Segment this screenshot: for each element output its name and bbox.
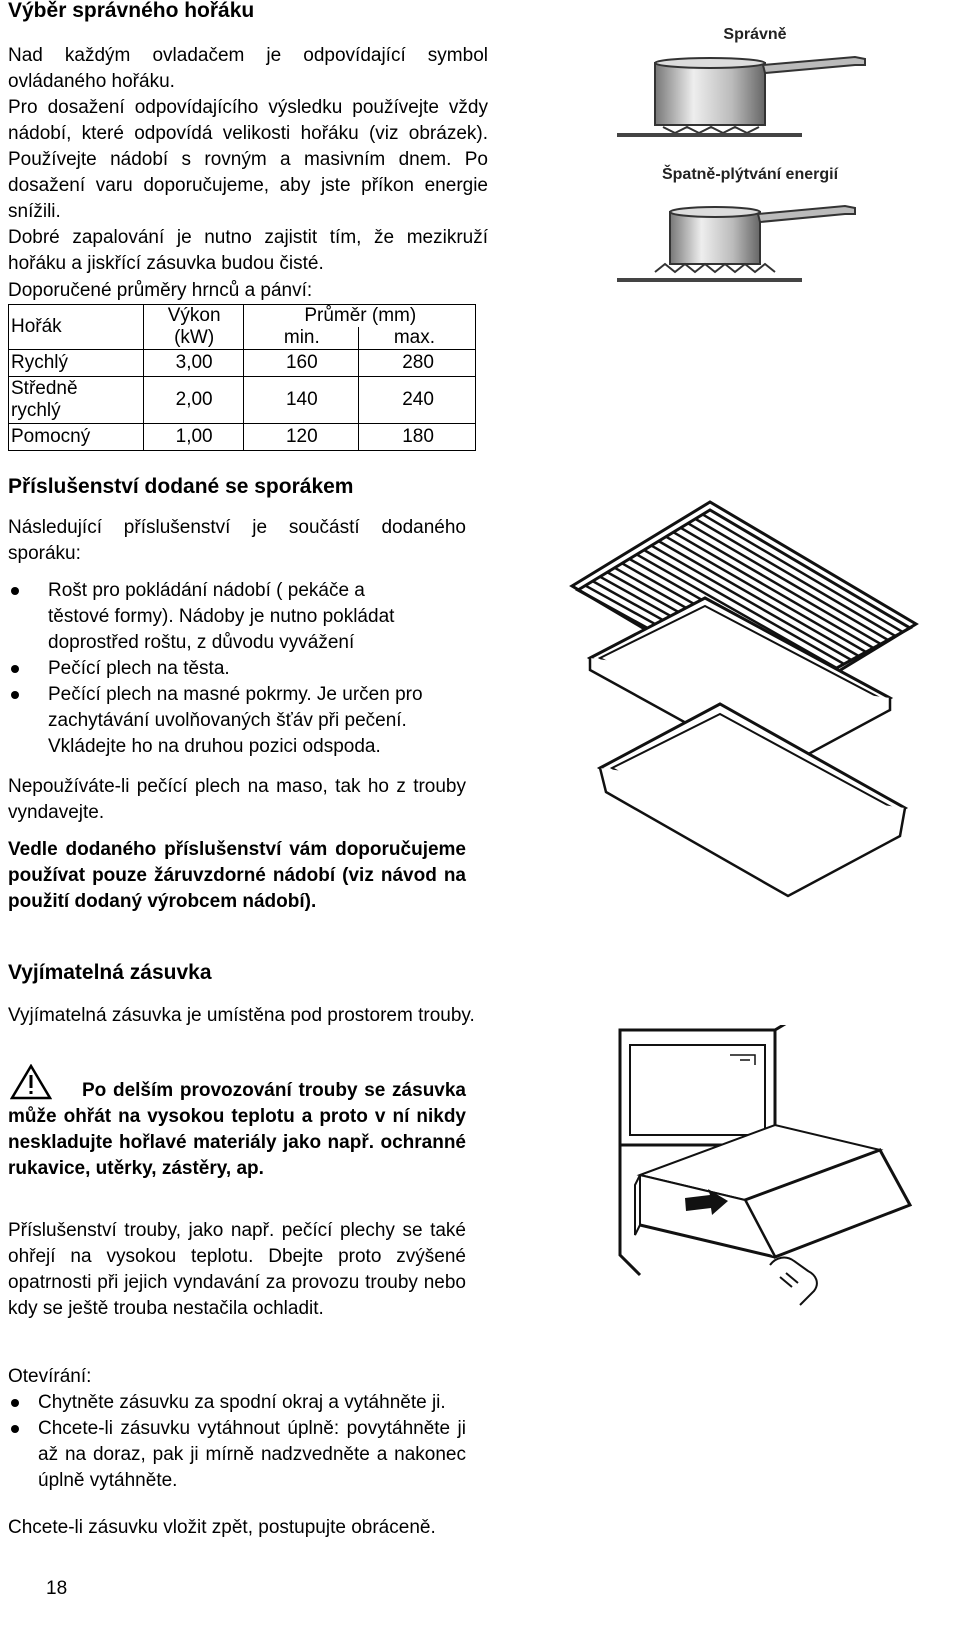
accessories-note: Nepoužíváte-li pečící plech na maso, tak ho z trouby vyndavejte. [8,776,466,823]
list-item: Chytněte zásuvku za spodní okraj a vytáhněte ji. [8,1390,466,1416]
row-max: 280 [359,350,476,377]
list-item: Pečící plech na masné pokrmy. Je určen pro zachytávání uvolňovaných šťáv při pečení. Vkládejte ho na druhou pozici odspoda. [8,682,428,760]
row-max: 180 [359,424,476,451]
row-power: 2,00 [143,377,243,424]
list-item: Pečící plech na těsta. [8,656,428,682]
table-row [9,377,476,424]
page-number: 18 [46,1578,68,1599]
row-power: 3,00 [143,350,243,377]
opening-label: Otevírání: [8,1366,92,1387]
section-title-accessories: Příslušenství dodané se sporákem [8,475,354,498]
header-diameter: Průměr (mm) [243,305,475,328]
burner-text-block [8,43,488,277]
wrong-pan-illustration [615,200,915,295]
row-burner-name: Pomocný [9,424,144,451]
list-item: Rošt pro pokládání nádobí ( pekáče a těstové formy). Nádoby je nutno pokládat doprostřed roštu, z důvodu vyvážení [8,578,428,656]
accessories-intro: Následující příslušenství je součástí dodaného sporáku: [8,517,466,564]
list-item: Chcete-li zásuvku vytáhnout úplně: povytáhněte ji až na doraz, pak ji mírně nadzvedněte a nakonec úplně vytáhněte. [8,1416,466,1494]
label-correct: Správně [723,26,787,43]
row-max: 240 [359,377,476,424]
drawer-intro: Vyjímatelná zásuvka je umístěna pod prostorem trouby. [8,1005,475,1026]
row-min: 120 [243,424,359,451]
row-burner-name: Středně rychlý [9,377,144,424]
warning-text: Po delším provozování trouby se zásuvka může ohřát na vysokou teplotu a proto v ní nikdy neskladujte hořlavé materiály jako např. ochranné rukavice, utěrky, zástěry, ap. [8,1080,466,1179]
oven-accessories-illustration [560,498,920,918]
header-power-unit: (kW) [143,327,243,350]
paragraph-cookware: Pro dosažení odpovídajícího výsledku používejte vždy nádobí, které odpovídá velikosti hořáku (viz obrázek). Používejte nádobí s rovným a masivním dnem. Po dosažení varu doporučujeme, aby jste příkon energie snížili. [8,97,488,222]
paragraph-ignition: Dobré zapalování je nutno zajistit tím, že mezikruží hořáku a jiskřící zásuvka budou čisté. [8,227,488,274]
drawer-accessories-note: Příslušenství trouby, jako např. pečící plechy se také ohřejí na vysokou teplotu. Dbejte proto zvýšené opatrnosti při jejich vyndavání za provozu trouby nebo kdy se ještě trouba nestačila ochladit. [8,1220,466,1319]
row-min: 160 [243,350,359,377]
table-caption: Doporučené průměry hrnců a pánví: [8,280,313,301]
closing-text: Chcete-li zásuvku vložit zpět, postupujte obráceně. [8,1517,436,1538]
opening-steps [8,1390,466,1494]
header-max: max. [359,327,476,350]
paragraph-symbol: Nad každým ovladačem je odpovídající symbol ovládaného hořáku. [8,45,488,92]
table-row [9,424,476,451]
header-burner: Hořák [9,305,144,350]
row-burner-name: Rychlý [9,350,144,377]
row-min: 140 [243,377,359,424]
section-title-drawer: Vyjímatelná zásuvka [8,961,212,984]
section-title-burner: Výběr správného hořáku [8,0,255,22]
removable-drawer-illustration [580,1025,920,1325]
accessories-list [8,578,428,760]
correct-pan-illustration [615,45,915,145]
warning-triangle-icon [10,1064,52,1100]
table-header-row-1 [9,305,476,328]
header-min: min. [243,327,359,350]
table-row [9,350,476,377]
drawer-warning [8,1078,466,1182]
row-power: 1,00 [143,424,243,451]
label-wrong: Špatně-plýtvání energií [661,166,839,183]
header-power: Výkon [143,305,243,328]
burner-table [8,304,476,451]
accessories-bold-note: Vedle dodaného příslušenství vám doporučujeme používat pouze žáruvzdorné nádobí (viz návod na použití dodaný výrobcem nádobí). [8,839,466,912]
